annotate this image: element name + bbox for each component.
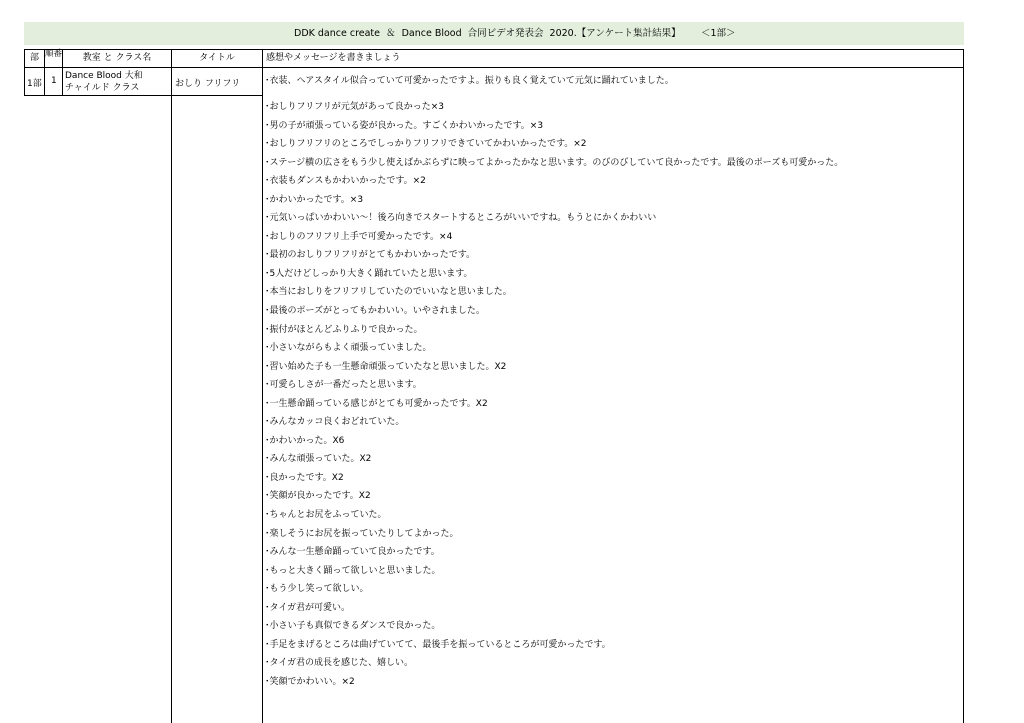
comment-item: ･衣装もダンスもかわいかったです。×2 <box>265 176 426 187</box>
comment-item: ･ステージ横の広さをもう少し使えばかぶらずに映ってよかったかなと思います。のびのびしていて良かったです。最後のポーズも可愛かった。 <box>265 157 844 168</box>
survey-table <box>24 49 964 723</box>
header-part: 部 <box>29 53 39 63</box>
comment-item: ･一生懸命踊っている感じがとても可愛かったです。X2 <box>265 398 488 409</box>
comment-item: ･手足をまげるところは曲げていてて、最後手を振っているところが可愛かったです。 <box>265 639 611 650</box>
col-line-3 <box>171 49 172 723</box>
comment-item: ･最後のポーズがとってもかわいい。いやされました。 <box>265 306 485 317</box>
comment-item: ･みんなカッコ良くおどれていた。 <box>265 417 405 428</box>
comment-item: ･笑顔が良かったです。X2 <box>265 491 371 502</box>
comment-item: ･笑顔でかわいい。×2 <box>265 676 355 687</box>
comment-item: ･おしりフリフリが元気があって良かった×3 <box>265 102 444 112</box>
row-class-line1: Dance Blood 大和 <box>65 71 143 81</box>
comment-item: ･タイガ君の成長を感じた、嬉しい。 <box>265 658 414 669</box>
comment-item: ･みんな一生懸命踊っていて良かったです。 <box>265 547 440 558</box>
comment-item: ･振付がほとんどふりふりで良かった。 <box>265 324 423 335</box>
comment-item: ･小さい子も真似できるダンスで良かった。 <box>265 621 441 632</box>
comment-item: ･最初のおしりフリフリがとてもかわいかったです。 <box>265 250 476 261</box>
comment-item: ･おしりフリフリのところでしっかりフリフリできていてかわいかったです。×2 <box>265 139 587 150</box>
comment-item: ･5人だけどしっかり大きく踊れていたと思います。 <box>265 268 473 279</box>
comment-item: ･もっと大きく踊って欲しいと思いました。 <box>265 565 441 576</box>
row-class-line2: チャイルド クラス <box>65 83 140 93</box>
row-bottom-border <box>24 95 262 96</box>
header-order: 順番 <box>45 49 63 59</box>
row-order: 1 <box>51 76 57 86</box>
comment-item: ･良かったです。X2 <box>265 472 344 483</box>
comment-item: ･タイガ君が可愛い。 <box>265 602 351 613</box>
comment-item: ･元気いっぱいかわいい～！後ろ向きでスタートするところがいいですね。もうとにかくかわいい <box>265 213 657 224</box>
comment-item: ･本当におしりをフリフリしていたのでいいなと思いました。 <box>265 287 512 298</box>
row-title: おしり フリフリ <box>175 79 241 89</box>
comment-item: ･可愛らしさが一番だったと思います。 <box>265 380 422 391</box>
comment-item: ･男の子が頑張っている姿が良かった。すごくかわいかったです。×3 <box>265 120 544 131</box>
comment-item: ･かわいかった。X6 <box>265 435 345 446</box>
comment-item: ･かわいかったです。×3 <box>265 194 364 205</box>
comment-item: ･小さいながらもよく頑張っていました。 <box>265 343 432 354</box>
row-class <box>65 70 143 94</box>
comment-item: ･楽しそうにお尻を振っていたりしてよかった。 <box>265 528 459 539</box>
comment-item: ･みんな頑張っていた。X2 <box>265 454 372 465</box>
header-title: タイトル <box>199 53 235 63</box>
comment-item: ･もう少し笑って欲しい。 <box>265 584 369 595</box>
header-comments: 感想やメッセージを書きましょう <box>266 53 401 63</box>
comments-list <box>262 68 962 692</box>
row-part: 1部 <box>27 79 42 89</box>
comment-item: ･習い始めた子も一生懸命頑張っていたなと思いました。X2 <box>265 361 507 372</box>
col-line-5 <box>963 49 964 723</box>
header-class: 教室 と クラス名 <box>82 53 152 63</box>
report-title: DDK dance create ＆ Dance Blood 合同ビデオ発表会 2020.【アンケート集計結果】 <box>294 28 681 39</box>
part-label: ＜1部＞ <box>701 28 736 39</box>
comment-item: ･衣装、ヘアスタイル似合っていて可愛かったですよ。振りも良く覚えていて元気に踊れていました。 <box>265 76 674 86</box>
report-banner <box>24 22 964 45</box>
comment-item: ･ちゃんとお尻をふっていた。 <box>265 510 387 521</box>
comment-item: ･おしりのフリフリ上手で可愛かったです。×4 <box>265 231 453 242</box>
